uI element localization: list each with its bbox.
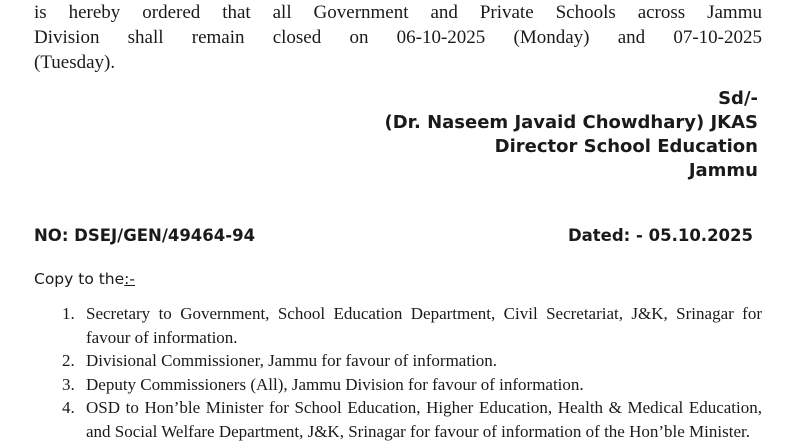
- list-item: [62, 349, 762, 373]
- list-item-text: Deputy Commissioners (All), Jammu Division for favour of information.: [86, 374, 584, 394]
- signatory-place: Jammu: [688, 160, 758, 181]
- copy-to-prefix: Copy to the: [34, 270, 125, 288]
- signatory-name: (Dr. Naseem Javaid Chowdhary) JKAS: [384, 112, 758, 133]
- order-line-2: Division shall remain closed on 06-10-2025 (Monday) and 07-10-2025: [34, 27, 762, 48]
- reference-date: Dated: - 05.10.2025: [567, 226, 753, 245]
- order-paragraph: [34, 0, 762, 75]
- list-item: [62, 396, 762, 443]
- list-item-number: 4.: [62, 398, 75, 417]
- signature-block: [385, 87, 759, 183]
- order-line-1: is hereby ordered that all Government and Private Schools across Jammu: [34, 2, 762, 23]
- copy-to-label: [34, 270, 135, 288]
- list-item-text: OSD to Hon’ble Minister for School Education, Higher Education, Health & Medical Education, and Social Welfare Department, J&K, Srinagar for favour of information of the Hon’ble Minister.: [86, 398, 762, 441]
- signature-sd: Sd/-: [718, 88, 758, 109]
- list-item-number: 3.: [62, 374, 75, 394]
- list-item-text: Divisional Commissioner, Jammu for favour of information.: [86, 351, 498, 370]
- recipient-list: [62, 302, 762, 443]
- list-item-number: 2.: [62, 351, 75, 370]
- reference-line: [34, 226, 753, 245]
- order-line-3: (Tuesday).: [34, 52, 116, 73]
- list-item-number: 1.: [62, 304, 75, 323]
- reference-number: NO: DSEJ/GEN/49464-94: [34, 226, 256, 245]
- copy-to-colon: :-: [124, 270, 135, 288]
- list-item: [62, 302, 762, 349]
- list-item-text: Secretary to Government, School Education Department, Civil Secretariat, J&K, Srinagar for favour of information.: [86, 304, 762, 347]
- signatory-designation: Director School Education: [494, 136, 758, 157]
- list-item: [62, 373, 762, 397]
